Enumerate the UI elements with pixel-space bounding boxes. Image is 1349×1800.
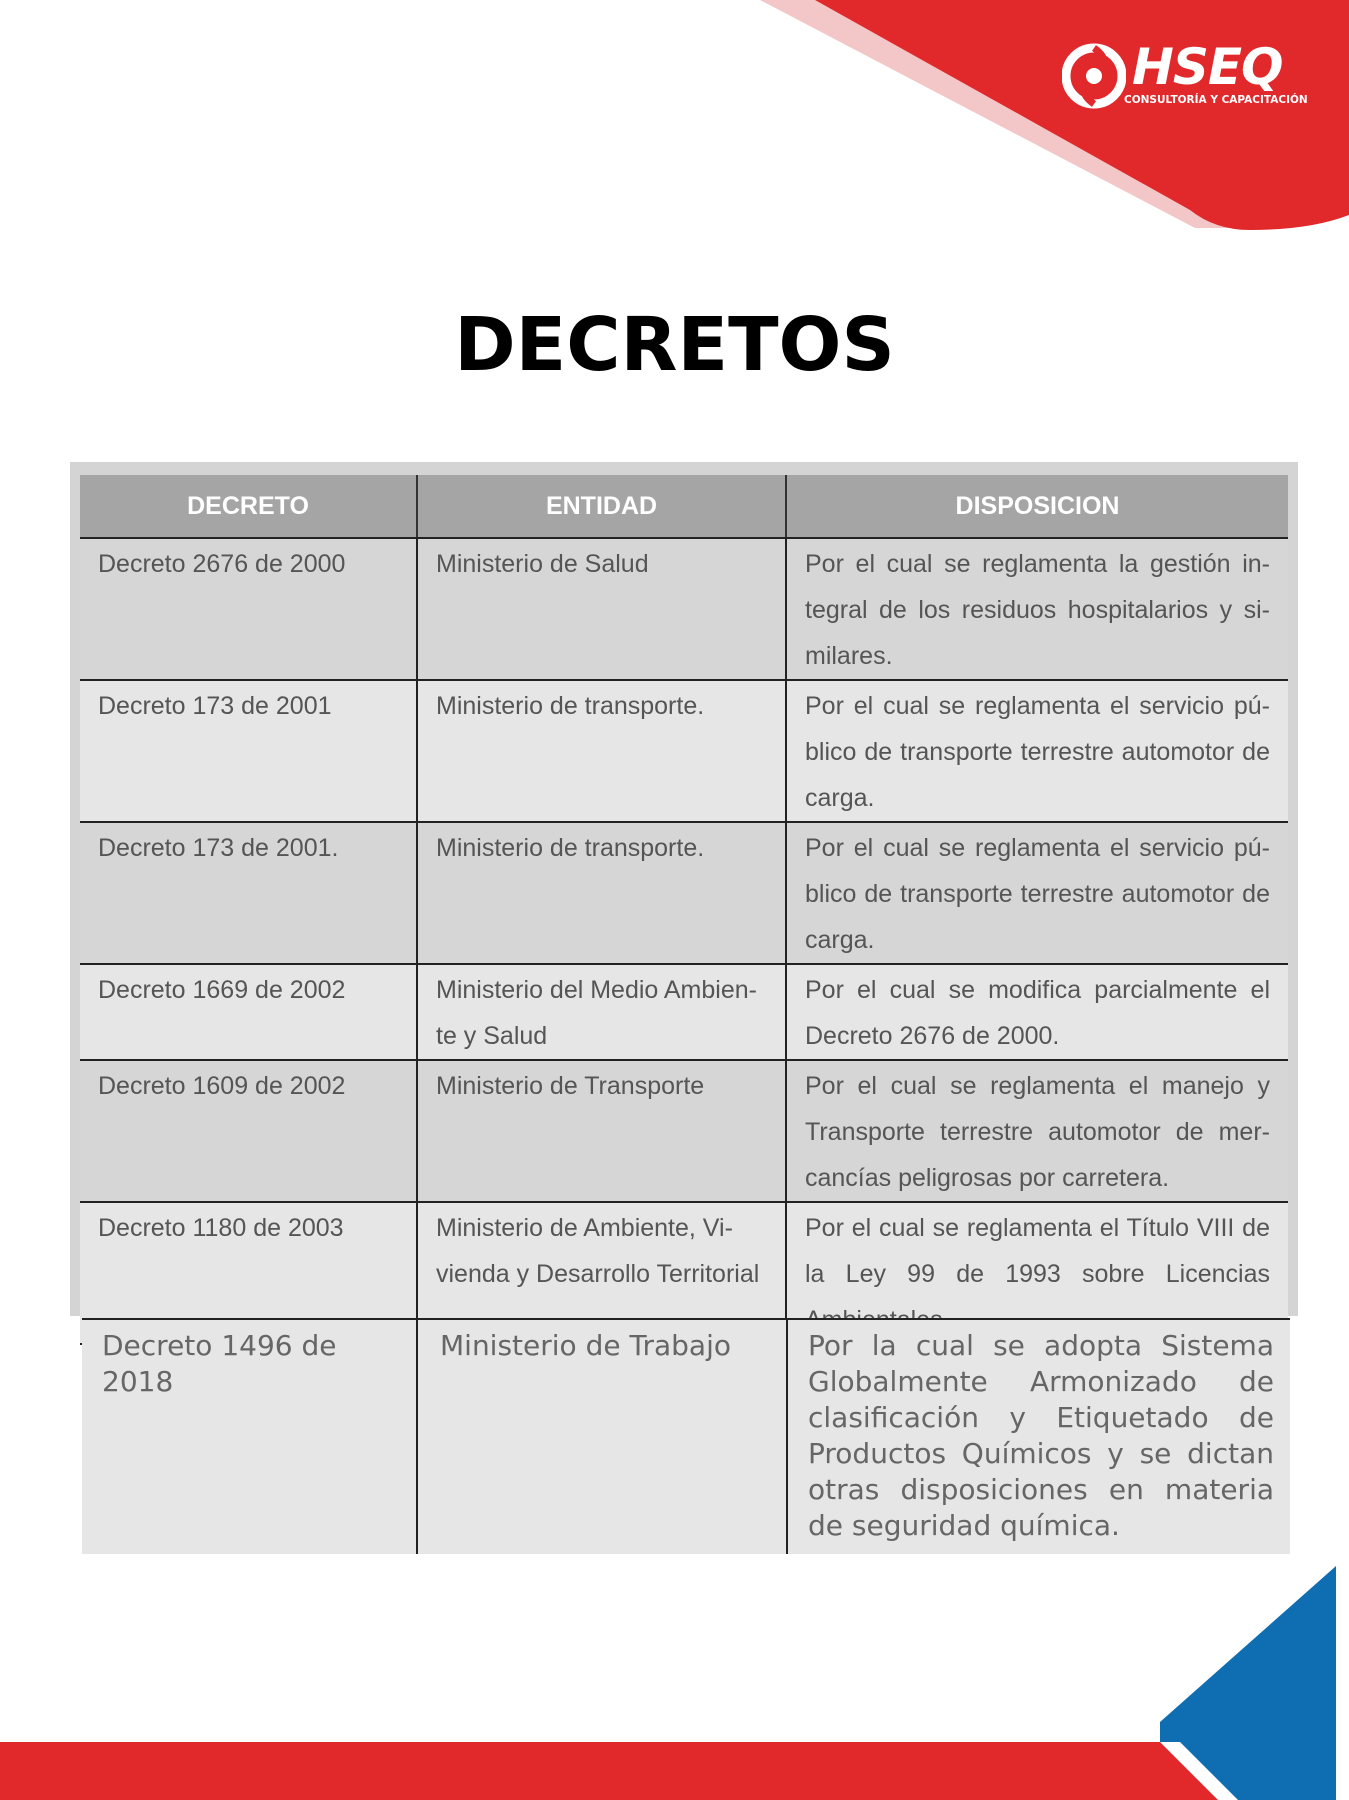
header-decreto: DECRETO	[80, 475, 417, 538]
decrees-table	[80, 475, 1288, 1345]
cell-decreto: Decreto 2676 de 2000	[80, 538, 417, 680]
table-row-appended	[82, 1318, 1290, 1554]
hseq-logo	[1060, 38, 1308, 118]
cell-disposicion: Por el cual se reglamenta el servicio pú-blico de transporte terrestre automotor de carga.	[786, 822, 1288, 964]
table-row	[80, 822, 1288, 964]
cell-disposicion: Por el cual se reglamenta la gestión in-tegral de los residuos hospitalarios y si-milares.	[786, 538, 1288, 680]
header-entidad: ENTIDAD	[417, 475, 786, 538]
table-row	[80, 1060, 1288, 1202]
logo-wordmark: HSEQ	[1132, 38, 1283, 96]
cell-entidad: Ministerio del Medio Ambien-te y Salud	[417, 964, 786, 1060]
cell-entidad: Ministerio de Salud	[417, 538, 786, 680]
bottom-red-bar	[0, 1742, 1218, 1800]
cell-decreto: Decreto 1669 de 2002	[80, 964, 417, 1060]
cell-entidad: Ministerio de Transporte	[417, 1060, 786, 1202]
cell-disposicion: Por el cual se reglamenta el manejo y Transporte terrestre automotor de mer-cancías peligrosas por carretera.	[786, 1060, 1288, 1202]
table-row	[80, 964, 1288, 1060]
page-title: DECRETOS	[454, 302, 895, 388]
cell-entidad: Ministerio de Ambiente, Vi-vienda y Desarrollo Territorial	[417, 1202, 786, 1344]
cell-disposicion: Por la cual se adopta Sistema Globalmente Armonizado de clasificación y Etiquetado de Productos Químicos y se dictan otras disposiciones en materia de seguridad química.	[808, 1329, 1274, 1542]
cell-decreto: Decreto 173 de 2001	[80, 680, 417, 822]
cell-disposicion: Por el cual se reglamenta el servicio pú-blico de transporte terrestre automotor de carga.	[786, 680, 1288, 822]
cell-entidad: Ministerio de Trabajo	[440, 1329, 731, 1362]
cell-decreto: Decreto 173 de 2001.	[80, 822, 417, 964]
table-row	[80, 680, 1288, 822]
cell-decreto: Decreto 1180 de 2003	[80, 1202, 417, 1344]
table-row	[80, 538, 1288, 680]
header-disposicion: DISPOSICION	[786, 475, 1288, 538]
cell-entidad: Ministerio de transporte.	[417, 822, 786, 964]
cell-decreto: Decreto 1609 de 2002	[80, 1060, 417, 1202]
column-divider	[416, 1320, 418, 1554]
logo-swirl-icon	[1062, 42, 1126, 110]
logo-tagline: CONSULTORÍA Y CAPACITACIÓN	[1124, 94, 1308, 106]
cell-disposicion: Por el cual se modifica parcialmente el Decreto 2676 de 2000.	[786, 964, 1288, 1060]
table-header-row	[80, 475, 1288, 538]
cell-decreto: Decreto 1496 de 2018	[102, 1329, 337, 1398]
cell-disposicion: Por el cual se reglamenta el Título VIII de la Ley 99 de 1993 sobre Licencias	[786, 1202, 1288, 1344]
decrees-table-panel	[70, 462, 1298, 1316]
cell-entidad: Ministerio de transporte.	[417, 680, 786, 822]
column-divider	[786, 1320, 788, 1554]
